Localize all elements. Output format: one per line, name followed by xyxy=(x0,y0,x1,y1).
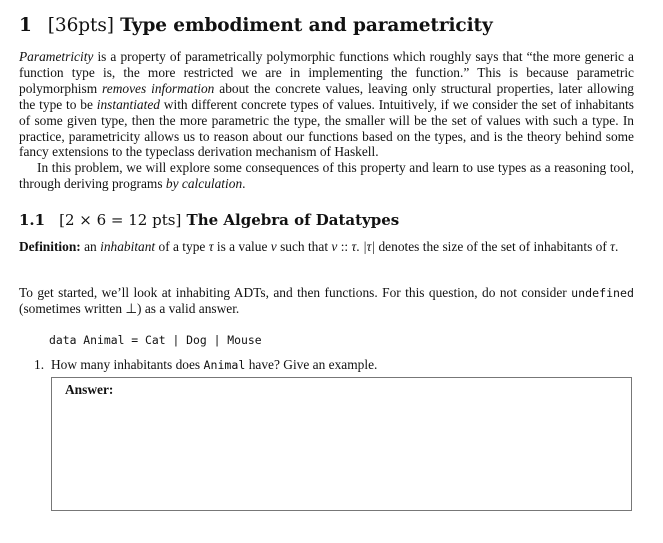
def-text-g: denotes the size of the set of inhabitants of xyxy=(375,239,611,255)
def-text-h: . xyxy=(614,239,619,255)
section-title: Type embodiment and parametricity xyxy=(120,15,493,36)
question-text-a: How many inhabitants does xyxy=(51,357,204,373)
adt-intro-text-a: To get started, we’ll look at inhabiting ADTs, and then functions. For this question, do not consider xyxy=(19,285,572,301)
code-animal: Animal xyxy=(203,358,246,373)
code-undefined: undefined xyxy=(571,286,634,301)
intro-paragraph-2 xyxy=(19,160,634,192)
emph-instantiated: instantiated xyxy=(96,96,160,112)
subsection-points: [2 × 6 = 12 pts] xyxy=(59,211,182,230)
term-inhabitant: inhabitant xyxy=(100,239,156,255)
answer-label: Answer: xyxy=(65,382,114,397)
emph-removes-information: removes information xyxy=(102,80,215,96)
def-text-c: is a value xyxy=(213,239,271,255)
subsection-title: The Algebra of Datatypes xyxy=(186,211,400,230)
def-text-d: such that xyxy=(276,239,332,255)
subsection-number: 1.1 xyxy=(19,211,46,230)
math-tau-2: τ xyxy=(351,239,357,255)
def-text-a: an xyxy=(80,239,101,255)
intro-text-1: is a property of parametrically polymorphic functions which roughly says that “the more generic a function type is, the more restricted we are in implementing the function.” This is because parametric polymorphism xyxy=(19,49,634,96)
def-text-e: :: xyxy=(337,239,352,255)
code-data-animal: data Animal = Cat | Dog | Mouse xyxy=(49,333,262,348)
definition-paragraph xyxy=(19,239,634,255)
answer-box[interactable] xyxy=(51,377,632,511)
intro2-text-2: . xyxy=(242,176,246,192)
intro-text-3: with different concrete types of values. Intuitively, if we consider the set of inhabitants of some given type, then the more parametric the type, the smaller will be the set of values with such a type. In practice, parametricity allows us to reason about our functions based on the types, and is the theory behind some fancy extensions to the typeclass derivation mechanism of Haskell. xyxy=(19,96,634,160)
math-tau: τ xyxy=(208,239,214,255)
section-number: 1 xyxy=(19,15,32,36)
adt-intro-text-b: (sometimes written ⊥) as a valid answer. xyxy=(19,301,240,317)
intro2-text-1: In this problem, we will explore some consequences of this property and learn to use types as a reasoning tool, through deriving programs xyxy=(19,160,634,192)
question-text-b: have? Give an example. xyxy=(245,357,378,373)
math-tau-3: τ xyxy=(610,239,615,255)
section-heading xyxy=(19,14,634,38)
def-text-b: of a type xyxy=(155,239,209,255)
document-page xyxy=(19,14,634,373)
question-number: 1. xyxy=(34,357,45,373)
term-parametricity: Parametricity xyxy=(19,49,94,64)
section-points: [36pts] xyxy=(47,15,114,36)
intro-paragraph xyxy=(19,49,634,160)
definition-label: Definition: xyxy=(19,239,81,255)
intro-text-2: about the concrete values, leaving only structural properties, later allowing the type to be xyxy=(19,80,634,112)
adt-intro-paragraph xyxy=(19,285,634,317)
math-v-2: v xyxy=(331,239,338,255)
emph-by-calculation: by calculation xyxy=(165,176,243,192)
subsection-heading xyxy=(19,210,634,230)
question-1 xyxy=(34,357,634,373)
math-size-tau: |τ| xyxy=(362,239,376,255)
def-text-f: . xyxy=(356,239,363,255)
math-v: v xyxy=(270,239,277,255)
